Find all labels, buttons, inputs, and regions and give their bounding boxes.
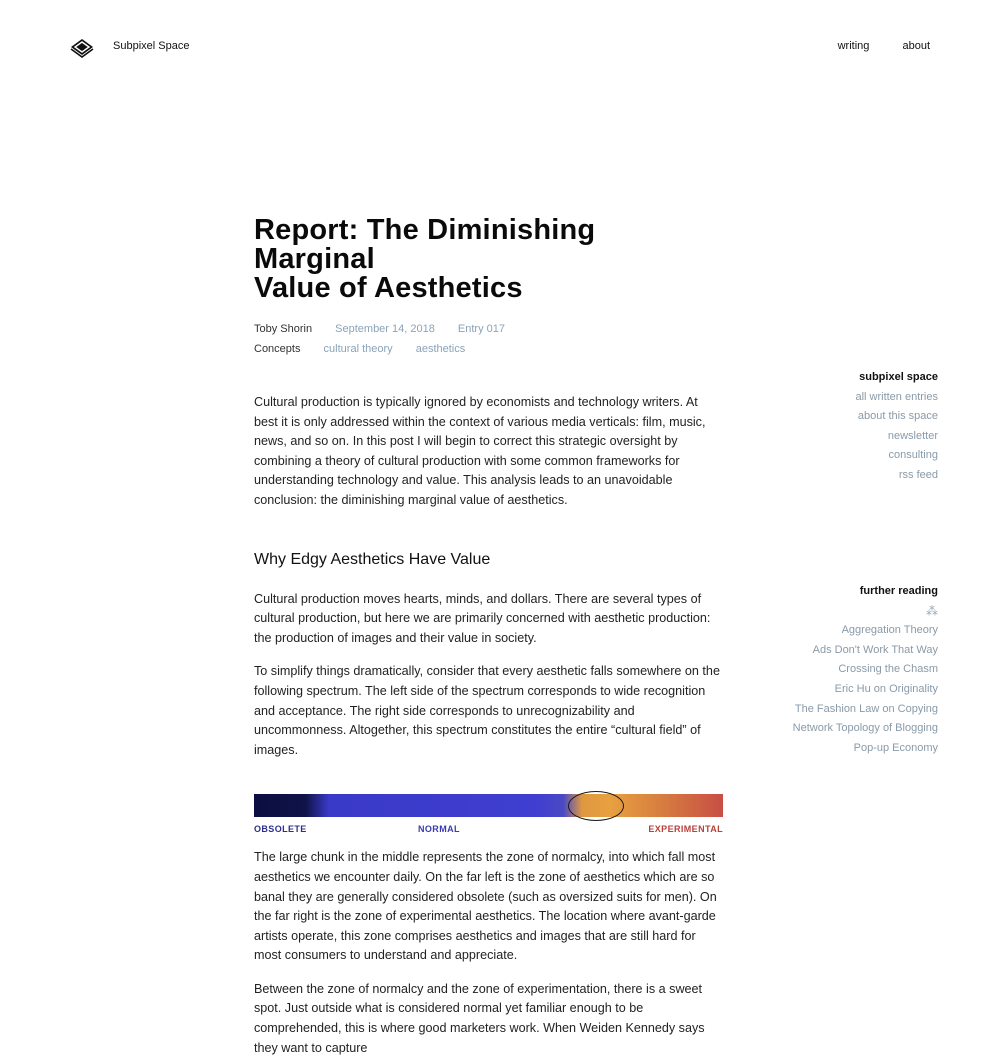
- nav-about-link[interactable]: about: [902, 40, 930, 52]
- article: [254, 216, 724, 1058]
- label-obsolete: OBSOLETE: [254, 824, 307, 835]
- top-nav: [808, 40, 930, 52]
- label-normal: NORMAL: [418, 824, 460, 835]
- entry-number: Entry 017: [457, 323, 505, 335]
- publish-date: September 14, 2018: [335, 323, 435, 335]
- reading-link-popup-economy[interactable]: Pop-up Economy: [853, 741, 938, 754]
- spectrum-bar: [254, 794, 723, 817]
- reading-link-eric-hu[interactable]: Eric Hu on Originality: [834, 682, 938, 695]
- sidebar-link-consulting[interactable]: consulting: [888, 449, 938, 462]
- aesthetic-spectrum: [254, 794, 724, 835]
- nav-writing-link[interactable]: writing: [837, 40, 870, 52]
- site-logo-icon[interactable]: [70, 38, 94, 58]
- reading-link-crossing-the-chasm[interactable]: Crossing the Chasm: [838, 663, 938, 676]
- sidebar-link-newsletter[interactable]: newsletter: [887, 429, 938, 442]
- paragraph-4: The large chunk in the middle represents the zone of normalcy, into which fall most aesthetics we encounter daily. On the far left is the zone of aesthetics which are so banal they are generally considered obsolete (such as oversized suits for men). On the far right is the zone of experimental aesthetics. The location where avant-garde artists operate, this zone comprises aesthetics and images that are still hard for most consumers to understand and appreciate.: [254, 850, 717, 963]
- sidebar-link-about[interactable]: about this space: [857, 410, 938, 423]
- title-line-2: Value of Aesthetics: [254, 272, 523, 304]
- paragraph-intro: Cultural production is typically ignored by economists and technology writers. At best it is only addressed within the context of various media verticals: film, music, news, and so on. In this post I will begin to correct this strategic oversight by combining a theory of cultural production with some common frameworks for understanding technology and value. This analysis leads to an unavoidable conclusion: the diminishing marginal value of aesthetics.: [254, 395, 706, 507]
- site-name-link[interactable]: Subpixel Space: [113, 40, 190, 52]
- reading-link-fashion-law[interactable]: The Fashion Law on Copying: [794, 702, 938, 715]
- reading-link-aggregation-theory[interactable]: Aggregation Theory: [841, 624, 938, 637]
- paragraph-2: Cultural production moves hearts, minds, and dollars. There are several types of cultural production, but here we are primarily concerned with aesthetic production: the production of images and their value in society.: [254, 591, 711, 645]
- tag-aesthetics[interactable]: aesthetics: [415, 343, 466, 355]
- section-heading: Why Edgy Aesthetics Have Value: [254, 550, 491, 568]
- paragraph-5: Between the zone of normalcy and the zone of experimentation, there is a sweet spot. Just outside what is considered normal yet familiar enough to be comprehended, this is where good marketers work. When Weiden Kennedy says they want to capture: [254, 981, 705, 1055]
- sidebar-site-links: [855, 368, 938, 486]
- sidebar-link-rss[interactable]: rss feed: [898, 468, 938, 481]
- label-experimental: EXPERIMENTAL: [648, 824, 723, 835]
- sidebar-heading-subpixel-space: subpixel space: [859, 371, 938, 383]
- article-title: [254, 216, 724, 303]
- category: Concepts: [254, 343, 301, 355]
- article-meta: [254, 319, 724, 359]
- tag-cultural-theory[interactable]: cultural theory: [323, 343, 393, 355]
- sidebar-heading-further-reading: further reading: [859, 585, 938, 597]
- reading-link-network-topology[interactable]: Network Topology of Blogging: [792, 722, 938, 735]
- sidebar-link-all-entries[interactable]: all written entries: [855, 390, 938, 403]
- reading-link-ads-dont-work[interactable]: Ads Don't Work That Way: [812, 643, 938, 656]
- paragraph-3: To simplify things dramatically, consider that every aesthetic falls somewhere on the following spectrum. The left side of the spectrum corresponds to wide recognition and acceptance. The right side corresponds to unrecognizability and uncommonness. Altogether, this spectrum constitutes the entire “cultural field” of images.: [254, 664, 720, 757]
- title-line-1: Report: The Diminishing Marginal: [254, 214, 596, 275]
- author: Toby Shorin: [254, 323, 313, 335]
- asterism-icon: ⁂: [926, 603, 938, 618]
- sidebar-further-reading: [793, 582, 938, 758]
